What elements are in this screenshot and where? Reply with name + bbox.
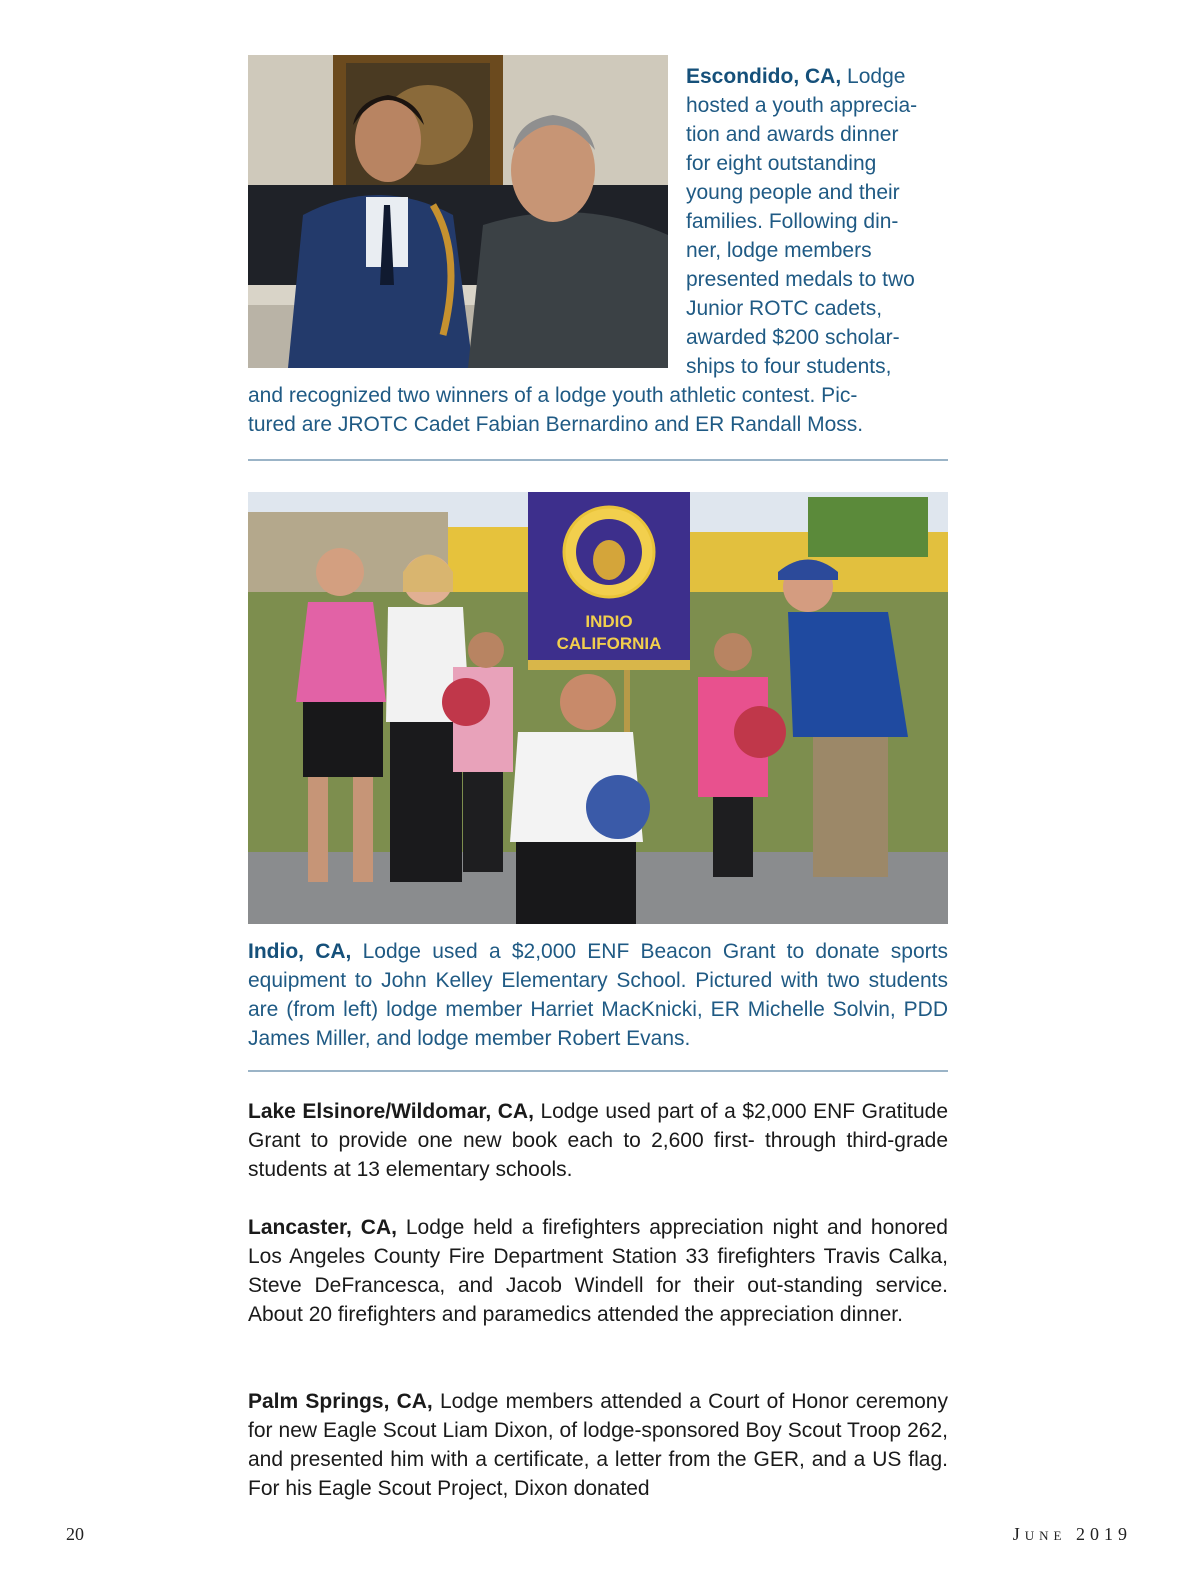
story1-line-12: and recognized two winners of a lodge youth athletic contest. Pic- (248, 384, 858, 407)
story2-caption (248, 937, 948, 1053)
story1-line-7: ner, lodge members (686, 239, 872, 262)
story1-line-11: ships to four students, (686, 355, 892, 378)
story3-place: Lake Elsinore/Wildomar, CA, (248, 1100, 534, 1123)
story1-line-8: presented medals to two (686, 268, 915, 291)
issue-date: June 2019 (1012, 1524, 1132, 1544)
story2-place: Indio, CA, (248, 940, 352, 963)
story4-paragraph (248, 1213, 948, 1329)
photo-indio-group (248, 492, 948, 924)
story1-caption-full (248, 381, 958, 439)
story3-paragraph (248, 1097, 948, 1184)
story3-text: Lodge used part of a $2,000 ENF Gratitude Grant to provide one new book each to 2,600 first- through third-grade students at 13 elementary schools. (248, 1100, 948, 1181)
story1-line-6: families. Following din- (686, 210, 899, 233)
story4-text: Lodge held a firefighters appreciation night and honored Los Angeles County Fire Department Station 33 firefighters Travis Calka, Steve DeFrancesca, and Jacob Windell for their out-standing service. About 20 firefighters and paramedics attended the appreciation dinner. (248, 1216, 948, 1326)
story1-line-13: tured are JROTC Cadet Fabian Bernardino and ER Randall Moss. (248, 413, 864, 436)
story1-line-4: for eight outstanding (686, 152, 877, 175)
story5-paragraph (248, 1387, 948, 1503)
story4-place: Lancaster, CA, (248, 1216, 397, 1239)
story2-text: Lodge used a $2,000 ENF Beacon Grant to donate sports equipment to John Kelley Elementary School. Pictured with two students are (from left) lodge member Harriet MacKnicki, ER Michelle Solvin, PDD James Miller, and lodge member Robert Evans. (248, 940, 948, 1050)
story1-caption-right (686, 62, 956, 381)
banner-indio-text: INDIO (585, 612, 633, 631)
story5-place: Palm Springs, CA, (248, 1390, 433, 1413)
photo-cadet-and-er (248, 55, 668, 368)
story1-line-9: Junior ROTC cadets, (686, 297, 883, 320)
divider-2 (248, 1070, 948, 1072)
story1-line-5: young people and their (686, 181, 900, 204)
story1-line-1-text: Lodge (847, 65, 906, 88)
story5-text: Lodge members attended a Court of Honor ceremony for new Eagle Scout Liam Dixon, of lodge-sponsored Boy Scout Troop 262, and presented him with a certificate, a letter from the GER, and a US flag. For his Eagle Scout Project, Dixon donated (248, 1390, 948, 1500)
divider-1 (248, 459, 948, 461)
story1-line-3: tion and awards dinner (686, 123, 899, 146)
banner-california-text: CALIFORNIA (556, 634, 662, 653)
story1-place: Escondido, CA, (686, 65, 842, 88)
page-number: 20 (66, 1524, 84, 1544)
story1-line-2: hosted a youth apprecia- (686, 94, 918, 117)
story1-line-10: awarded $200 scholar- (686, 326, 900, 349)
story1-line-1 (686, 62, 956, 91)
